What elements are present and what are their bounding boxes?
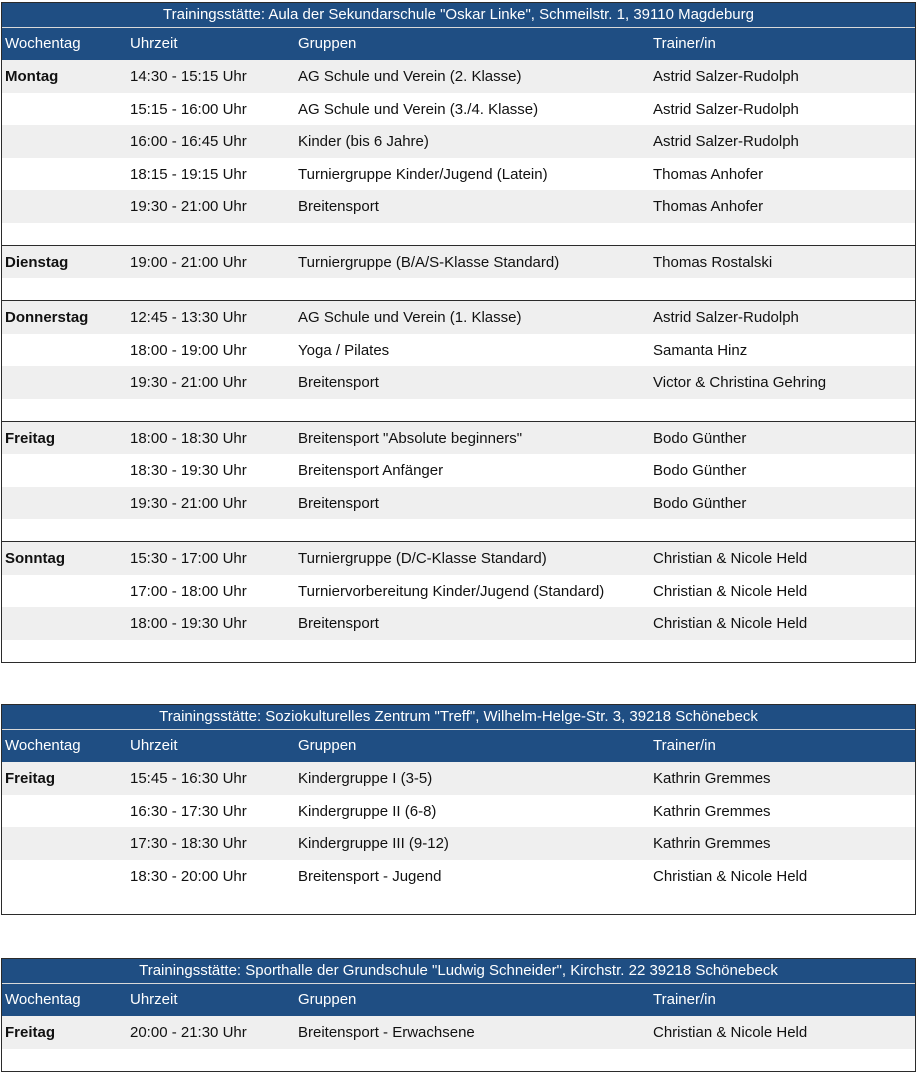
table-row bbox=[2, 246, 915, 279]
table-row bbox=[2, 334, 915, 367]
time-cell: 12:45 - 13:30 Uhr bbox=[130, 309, 247, 326]
day-block bbox=[2, 246, 915, 302]
weekday-label: Donnerstag bbox=[5, 309, 89, 326]
venue-title: Trainingsstätte: Aula der Sekundarschule "Oskar Linke", Schmeilstr. 1, 39110 Magdeburg bbox=[2, 3, 915, 28]
time-cell: 19:30 - 21:00 Uhr bbox=[130, 374, 247, 391]
group-cell: Kindergruppe II (6-8) bbox=[298, 802, 437, 820]
time-cell: 20:00 - 21:30 Uhr bbox=[130, 1024, 247, 1041]
group-cell: Turniergruppe (B/A/S-Klasse Standard) bbox=[298, 253, 560, 271]
venue-table bbox=[1, 958, 916, 1072]
venue-title: Trainingsstätte: Soziokulturelles Zentrum "Treff", Wilhelm-Helge-Str. 3, 39218 Schönebeck bbox=[2, 705, 915, 730]
time-cell: 18:15 - 19:15 Uhr bbox=[130, 165, 247, 183]
header-day: Wochentag bbox=[5, 737, 81, 754]
table-row bbox=[2, 366, 915, 399]
trainer-cell: Bodo Günther bbox=[653, 462, 747, 479]
table-row bbox=[2, 762, 915, 795]
day-block bbox=[2, 301, 915, 422]
header-trainer: Trainer/in bbox=[653, 35, 716, 52]
header-day: Wochentag bbox=[5, 991, 81, 1008]
trainer-cell: Christian & Nicole Held bbox=[653, 1024, 808, 1041]
table-row bbox=[2, 93, 915, 126]
time-cell: 16:00 - 16:45 Uhr bbox=[130, 133, 247, 150]
trainer-cell: Bodo Günther bbox=[653, 429, 747, 447]
time-cell: 19:00 - 21:00 Uhr bbox=[130, 253, 247, 271]
time-cell: 15:30 - 17:00 Uhr bbox=[130, 550, 247, 567]
group-cell: Breitensport Anfänger bbox=[298, 462, 444, 479]
trainer-cell: Kathrin Gremmes bbox=[653, 802, 771, 820]
header-time: Uhrzeit bbox=[130, 737, 178, 754]
row-spacer bbox=[2, 519, 915, 541]
table-row bbox=[2, 454, 915, 487]
trainer-cell: Kathrin Gremmes bbox=[653, 835, 771, 852]
time-cell: 18:00 - 18:30 Uhr bbox=[130, 429, 247, 447]
day-block bbox=[2, 762, 915, 914]
day-block bbox=[2, 542, 915, 662]
time-cell: 18:30 - 19:30 Uhr bbox=[130, 462, 247, 479]
group-cell: Breitensport bbox=[298, 374, 379, 391]
trainer-cell: Kathrin Gremmes bbox=[653, 770, 771, 787]
table-row bbox=[2, 301, 915, 334]
group-cell: Yoga / Pilates bbox=[298, 341, 390, 359]
trainer-cell: Victor & Christina Gehring bbox=[653, 374, 827, 391]
trainer-cell: Astrid Salzer-Rudolph bbox=[653, 309, 799, 326]
trainer-cell: Samanta Hinz bbox=[653, 341, 748, 359]
row-spacer bbox=[2, 640, 915, 662]
trainer-cell: Christian & Nicole Held bbox=[653, 615, 808, 632]
row-spacer bbox=[2, 892, 915, 914]
time-cell: 17:00 - 18:00 Uhr bbox=[130, 582, 247, 600]
venue-table bbox=[1, 2, 916, 663]
row-spacer bbox=[2, 223, 915, 245]
row-spacer bbox=[2, 1049, 915, 1071]
time-cell: 19:30 - 21:00 Uhr bbox=[130, 198, 247, 215]
table-row bbox=[2, 542, 915, 575]
weekday-label: Montag bbox=[5, 68, 59, 85]
trainer-cell: Thomas Anhofer bbox=[653, 198, 764, 215]
table-row bbox=[2, 607, 915, 640]
group-cell: Turniergruppe (D/C-Klasse Standard) bbox=[298, 550, 547, 567]
time-cell: 18:00 - 19:00 Uhr bbox=[130, 341, 247, 359]
header-group: Gruppen bbox=[298, 35, 357, 52]
table-row bbox=[2, 487, 915, 520]
trainer-cell: Christian & Nicole Held bbox=[653, 550, 808, 567]
header-group: Gruppen bbox=[298, 737, 357, 754]
header-trainer: Trainer/in bbox=[653, 737, 716, 754]
table-row bbox=[2, 158, 915, 191]
group-cell: Turniervorbereitung Kinder/Jugend (Standard) bbox=[298, 582, 605, 600]
time-cell: 15:45 - 16:30 Uhr bbox=[130, 770, 247, 787]
trainer-cell: Thomas Anhofer bbox=[653, 165, 764, 183]
table-row bbox=[2, 60, 915, 93]
time-cell: 18:30 - 20:00 Uhr bbox=[130, 867, 247, 885]
group-cell: AG Schule und Verein (3./4. Klasse) bbox=[298, 100, 539, 118]
table-header bbox=[2, 984, 915, 1016]
weekday-label: Sonntag bbox=[5, 550, 65, 567]
group-cell: Kindergruppe III (9-12) bbox=[298, 835, 449, 852]
trainer-cell: Bodo Günther bbox=[653, 494, 747, 512]
trainer-cell: Astrid Salzer-Rudolph bbox=[653, 133, 799, 150]
group-cell: Kindergruppe I (3-5) bbox=[298, 770, 433, 787]
table-row bbox=[2, 1016, 915, 1049]
group-cell: Breitensport bbox=[298, 494, 379, 512]
weekday-label: Freitag bbox=[5, 429, 56, 447]
table-header bbox=[2, 730, 915, 762]
header-trainer: Trainer/in bbox=[653, 991, 716, 1008]
group-cell: Breitensport "Absolute beginners" bbox=[298, 429, 523, 447]
trainer-cell: Thomas Rostalski bbox=[653, 253, 773, 271]
group-cell: AG Schule und Verein (1. Klasse) bbox=[298, 309, 522, 326]
time-cell: 18:00 - 19:30 Uhr bbox=[130, 615, 247, 632]
header-time: Uhrzeit bbox=[130, 35, 178, 52]
group-cell: Breitensport - Erwachsene bbox=[298, 1024, 475, 1041]
trainer-cell: Astrid Salzer-Rudolph bbox=[653, 100, 799, 118]
table-row bbox=[2, 422, 915, 455]
group-cell: Breitensport - Jugend bbox=[298, 867, 442, 885]
venue-title: Trainingsstätte: Sporthalle der Grundschule "Ludwig Schneider", Kirchstr. 22 39218 Schönebeck bbox=[2, 959, 915, 984]
table-header bbox=[2, 28, 915, 60]
time-cell: 17:30 - 18:30 Uhr bbox=[130, 835, 247, 852]
weekday-label: Freitag bbox=[5, 1024, 56, 1041]
weekday-label: Freitag bbox=[5, 770, 56, 787]
trainer-cell: Astrid Salzer-Rudolph bbox=[653, 68, 799, 85]
time-cell: 15:15 - 16:00 Uhr bbox=[130, 100, 247, 118]
group-cell: Breitensport bbox=[298, 615, 379, 632]
header-day: Wochentag bbox=[5, 35, 81, 52]
day-block bbox=[2, 1016, 915, 1071]
group-cell: Kinder (bis 6 Jahre) bbox=[298, 133, 429, 150]
row-spacer bbox=[2, 399, 915, 421]
time-cell: 19:30 - 21:00 Uhr bbox=[130, 494, 247, 512]
time-cell: 14:30 - 15:15 Uhr bbox=[130, 68, 247, 85]
table-row bbox=[2, 125, 915, 158]
trainer-cell: Christian & Nicole Held bbox=[653, 867, 808, 885]
header-time: Uhrzeit bbox=[130, 991, 178, 1008]
header-group: Gruppen bbox=[298, 991, 357, 1008]
table-row bbox=[2, 827, 915, 860]
group-cell: Turniergruppe Kinder/Jugend (Latein) bbox=[298, 165, 548, 183]
trainer-cell: Christian & Nicole Held bbox=[653, 582, 808, 600]
table-row bbox=[2, 575, 915, 608]
row-spacer bbox=[2, 278, 915, 300]
table-row bbox=[2, 860, 915, 893]
group-cell: Breitensport bbox=[298, 198, 379, 215]
time-cell: 16:30 - 17:30 Uhr bbox=[130, 802, 247, 820]
day-block bbox=[2, 60, 915, 246]
weekday-label: Dienstag bbox=[5, 253, 69, 271]
table-row bbox=[2, 795, 915, 828]
day-block bbox=[2, 422, 915, 543]
table-row bbox=[2, 190, 915, 223]
venue-table bbox=[1, 704, 916, 915]
group-cell: AG Schule und Verein (2. Klasse) bbox=[298, 68, 522, 85]
